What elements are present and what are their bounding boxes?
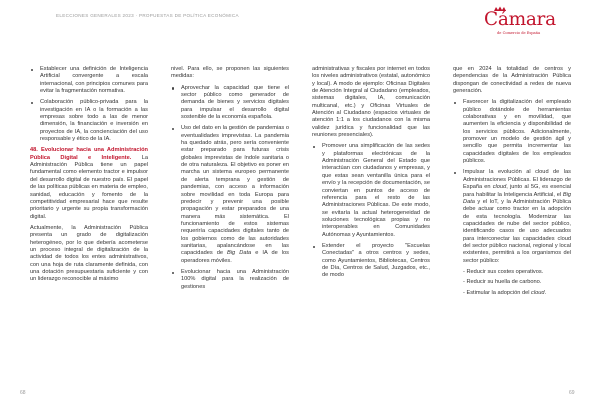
paragraph: nivel. Para ello, se proponen las siguientes medidas: [171,66,289,80]
page-number-left: 68 [20,390,26,396]
list-item: Extender el proyecto "Escuelas Conectadas" a otros centros y sedes, como Ayuntamientos, Bibliotecas, Centros de Día, Centros de Salud, Juzgados, etc., de modo [312,243,430,280]
list-item: Promover una simplificación de las sedes y plataformas electrónicas de la Administración General del Estado que interactúan con ciudadanos y empresas, y que estas sean ventanilla única para el envío y la recepción de documentación, se conviertan en puntos de acceso de referencia para el resto de las Administraciones Públicas. De este modo, se evitaría la actual heterogeneidad de soluciones tecnológicas propias y no interoperables en Comunidades Autónomas y Ayuntamientos. [312,143,430,238]
paragraph: administrativas y fiscales por internet en todos los niveles administrativos (estatal, autonómico y local). A modo de ejemplo: Oficinas Digitales de Atención Integral al Ciudadano (empleados, sistemas digitales, IA, comunicación multicanal, etc.) y Oficinas Virtuales de Atención al Ciudadano (espacios virtuales de atención 1:1 a los ciudadanos con la misma validez jurídica y funcionalidad que las reuniones presenciales). [312,66,430,139]
logo-subtitle: de Comercio de España [497,31,541,35]
running-header: ELECCIONES GENERALES 2023 · PROPUESTAS DE POLÍTICA ECONÓMICA [56,13,239,18]
text-column-4 [453,66,571,300]
list-item: Impulsar la evolución al cloud de las Administraciones Públicas. El liderazgo de España en cloud, junto al 5G, es esencial para habilitar la Inteligencia Artificial, el Big Data y el IoT, y la Administración Pública debe actuar como tractor en la adopción de esta tecnología. Modernizar las capacidades de nube del sector público, identificando casos de uso adecuados para interconectar las capacidades cloud del sector público nacional, regional y local existentes, permitirá a los organismos del sector público: [453,169,571,264]
dash-item: - Reducir su huella de carbono. [463,279,542,286]
paragraph: Actualmente, la Administración Pública presenta un grado de digitalización heterogéneo, por lo que debería acometerse un proceso integral de digitalización de la actividad de todos los entes administrativos, con una hoja de ruta claramente definida, con una dotación presupuestaria suficiente y con un liderazgo reconocible al máximo [30,224,148,283]
logo-wordmark: Cámara [484,9,556,30]
text-column-3 [312,66,430,284]
text-column-1 [30,66,148,288]
list-item: Colaboración público-privada para la investigación en IA o la formación a las empresas sobre todo a las de menor dimensión, la financiación e inversión en proyectos de IA, la concienciación del uso responsable y ético de la IA. [30,99,148,143]
page-number-right: 69 [569,390,575,396]
text-column-2 [171,66,289,295]
list-item: Evolucionar hacia una Administración 100% digital para la realización de gestiones [171,269,289,291]
dash-item: - Estimular la adopción del cloud. [463,289,547,296]
list-item: Favorecer la digitalización del empleado público dotándole de herramientas colaborativas y en movilidad, que aumenten la eficiencia y disponibilidad de los servicios públicos. Adicionalmente, promover un modelo de gestión ágil y sencillo que permita incrementar las capacidades digitales de los empleados públicos. [453,99,571,165]
list-item: Establecer una definición de Inteligencia Artificial convergente a escala internacional, con principios comunes para evitar la fragmentación normativa. [30,66,148,95]
paragraph: que en 2024 la totalidad de centros y dependencias de la Administración Pública dispongan de conectividad a redes de nueva generación. [453,66,571,95]
list-item: Aprovechar la capacidad que tiene el sector público como generador de demanda de bienes y servicios digitales para impulsar el desarrollo digital sostenible de la economía española. [171,85,289,122]
section-heading: 48. Evolucionar hacia una Administración Pública Digital e Inteligente. [30,147,148,161]
section-paragraph: 48. Evolucionar hacia una Administración Pública Digital e Inteligente. La Administración Pública tiene un papel fundamental como elemento tractor e impulsor del desarrollo digital de nuestro país. El papel de las políticas públicas en materia de empleo, sanidad, educación y fomento de la competitividad empresarial hace que resulte prioritario y urgente su propia transformación digital. [30,147,148,220]
list-item: Uso del dato en la gestión de pandemias o eventualidades imprevistas. La pandemia ha quedado atrás, pero sería conveniente estar preparado para futuras crisis globales imprevistas de índole sanitaria o de otra naturaleza. El objetivo es poner en marcha un sistema europeo permanente de alerta temprana y gestión de pandemias, con acceso a información sobre movilidad en toda Europa para predecir y prevenir una posible propagación y estar preparados de una manera más sistemática. El funcionamiento de estos sistemas requeriría capacidades digitales tanto de los gobiernos como de las autoridades sanitarias, apalancándose en las capacidades de Big Data e IA de los operadores móviles. [171,125,289,265]
camara-logo [472,6,556,40]
dash-item: - Reducir sus costes operativos. [463,268,544,275]
